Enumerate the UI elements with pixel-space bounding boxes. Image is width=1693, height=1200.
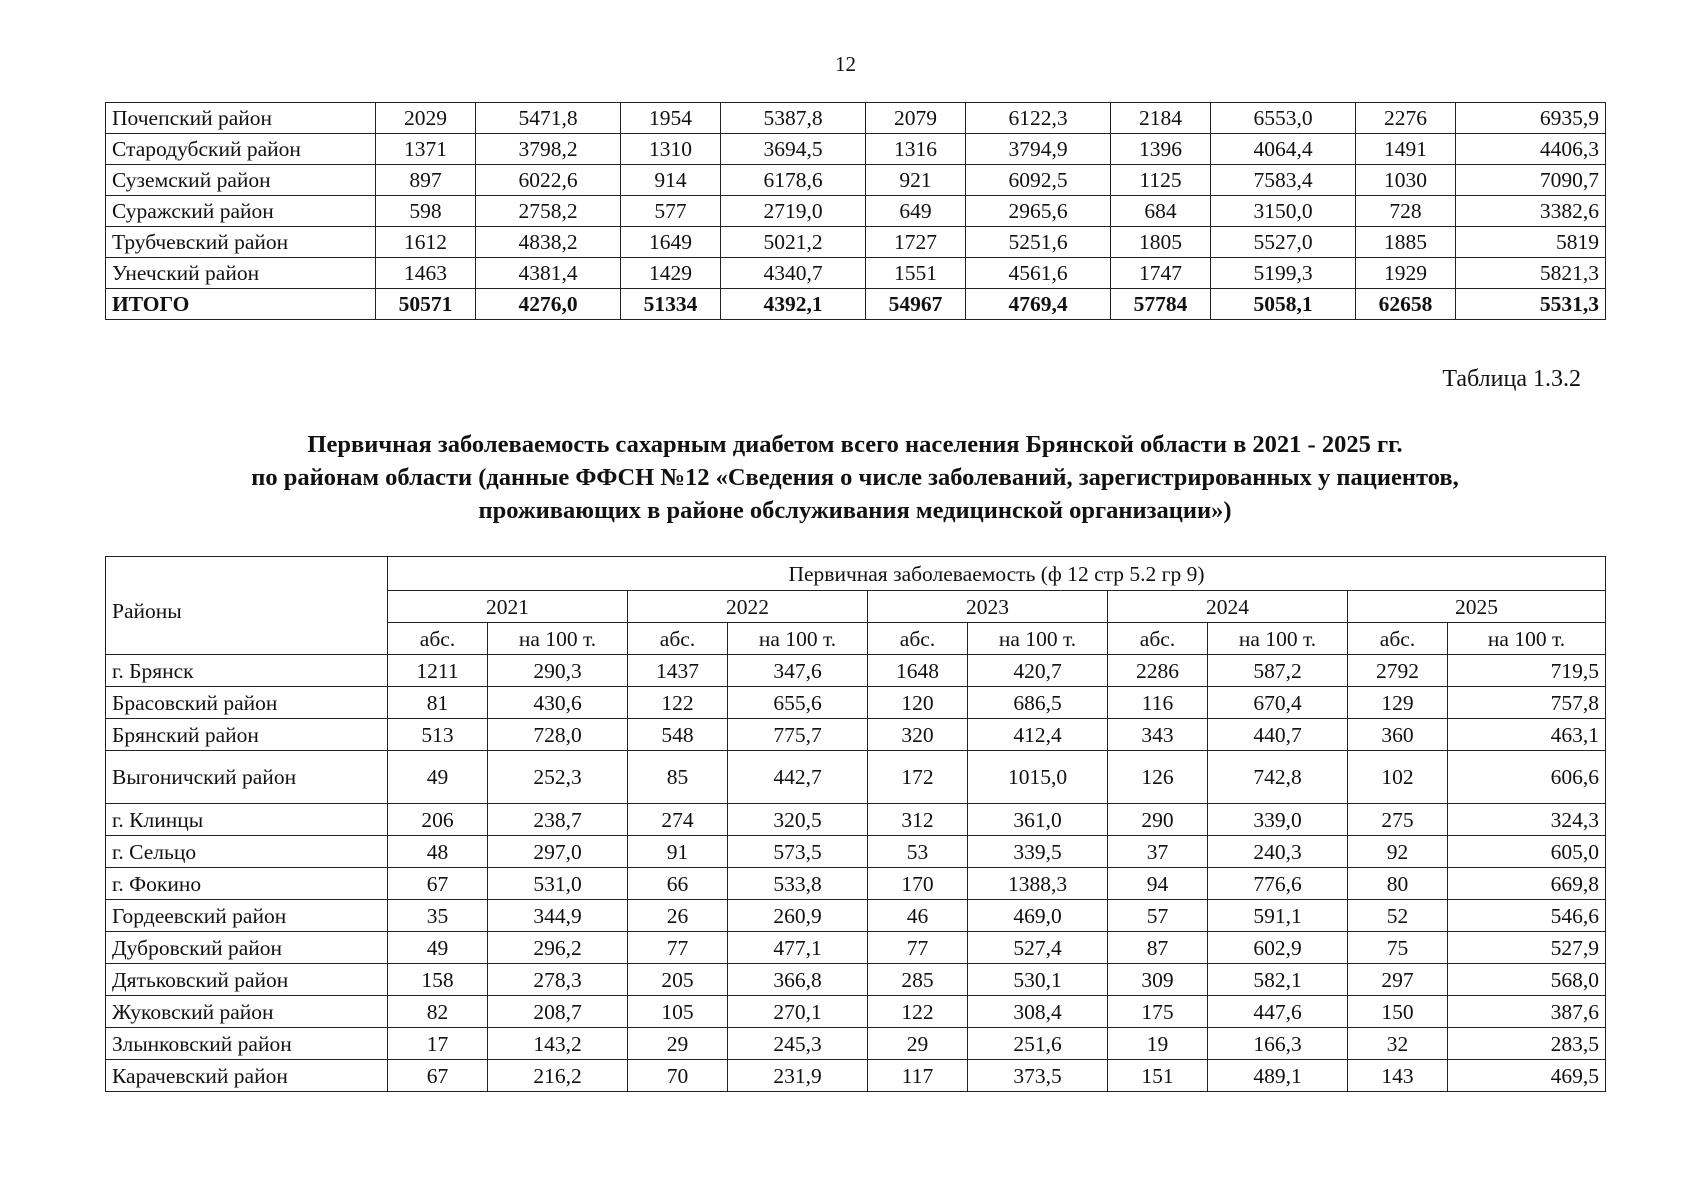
district-name: Карачевский район bbox=[106, 1060, 388, 1092]
rate-value: 469,0 bbox=[968, 900, 1108, 932]
rate-value: 6122,3 bbox=[966, 103, 1111, 134]
abs-value: 897 bbox=[376, 165, 476, 196]
abs-value: 151 bbox=[1108, 1060, 1208, 1092]
abs-header: абс. bbox=[1348, 623, 1448, 655]
abs-value: 1211 bbox=[388, 655, 488, 687]
district-name: Гордеевский район bbox=[106, 900, 388, 932]
rate-value: 573,5 bbox=[728, 836, 868, 868]
district-name: г. Клинцы bbox=[106, 804, 388, 836]
abs-value: 49 bbox=[388, 751, 488, 804]
district-name: Брасовский район bbox=[106, 687, 388, 719]
table-row bbox=[106, 165, 1606, 196]
rate-value: 4392,1 bbox=[721, 289, 866, 320]
rate-value: 297,0 bbox=[488, 836, 628, 868]
rate-value: 252,3 bbox=[488, 751, 628, 804]
abs-value: 37 bbox=[1108, 836, 1208, 868]
abs-value: 1491 bbox=[1356, 134, 1456, 165]
abs-value: 82 bbox=[388, 996, 488, 1028]
abs-value: 1310 bbox=[621, 134, 721, 165]
rate-value: 320,5 bbox=[728, 804, 868, 836]
district-name: Злынковский район bbox=[106, 1028, 388, 1060]
rate-value: 208,7 bbox=[488, 996, 628, 1028]
rate-value: 1388,3 bbox=[968, 868, 1108, 900]
abs-value: 26 bbox=[628, 900, 728, 932]
rate-value: 238,7 bbox=[488, 804, 628, 836]
abs-value: 2029 bbox=[376, 103, 476, 134]
year-header: 2025 bbox=[1348, 591, 1606, 623]
abs-value: 70 bbox=[628, 1060, 728, 1092]
rate-header: на 100 т. bbox=[1208, 623, 1348, 655]
rate-value: 290,3 bbox=[488, 655, 628, 687]
table-row bbox=[106, 103, 1606, 134]
abs-value: 1030 bbox=[1356, 165, 1456, 196]
rate-value: 4406,3 bbox=[1456, 134, 1606, 165]
rate-value: 366,8 bbox=[728, 964, 868, 996]
table-row bbox=[106, 196, 1606, 227]
abs-value: 52 bbox=[1348, 900, 1448, 932]
abs-value: 275 bbox=[1348, 804, 1448, 836]
abs-value: 728 bbox=[1356, 196, 1456, 227]
abs-value: 66 bbox=[628, 868, 728, 900]
abs-value: 2276 bbox=[1356, 103, 1456, 134]
rate-value: 531,0 bbox=[488, 868, 628, 900]
table-row bbox=[106, 719, 1606, 751]
rate-value: 6022,6 bbox=[476, 165, 621, 196]
table-row bbox=[106, 289, 1606, 320]
abs-value: 116 bbox=[1108, 687, 1208, 719]
abs-value: 17 bbox=[388, 1028, 488, 1060]
district-name: г. Фокино bbox=[106, 868, 388, 900]
district-name: г. Сельцо bbox=[106, 836, 388, 868]
abs-value: 1437 bbox=[628, 655, 728, 687]
rate-value: 270,1 bbox=[728, 996, 868, 1028]
rate-header: на 100 т. bbox=[968, 623, 1108, 655]
abs-value: 158 bbox=[388, 964, 488, 996]
year-header: 2024 bbox=[1108, 591, 1348, 623]
table-row bbox=[106, 751, 1606, 804]
abs-value: 2079 bbox=[866, 103, 966, 134]
rate-value: 686,5 bbox=[968, 687, 1108, 719]
rate-value: 324,3 bbox=[1448, 804, 1606, 836]
table-row bbox=[106, 258, 1606, 289]
year-header: 2022 bbox=[628, 591, 868, 623]
abs-value: 343 bbox=[1108, 719, 1208, 751]
rate-value: 387,6 bbox=[1448, 996, 1606, 1028]
title-line: Первичная заболеваемость сахарным диабетом всего населения Брянской области в 2021 - 2025 гг. bbox=[307, 431, 1403, 458]
rate-value: 3794,9 bbox=[966, 134, 1111, 165]
rate-value: 719,5 bbox=[1448, 655, 1606, 687]
year-header: 2021 bbox=[388, 591, 628, 623]
rate-value: 339,0 bbox=[1208, 804, 1348, 836]
rate-value: 245,3 bbox=[728, 1028, 868, 1060]
abs-value: 172 bbox=[868, 751, 968, 804]
abs-value: 81 bbox=[388, 687, 488, 719]
rate-value: 4340,7 bbox=[721, 258, 866, 289]
rate-value: 361,0 bbox=[968, 804, 1108, 836]
abs-value: 1612 bbox=[376, 227, 476, 258]
rate-value: 347,6 bbox=[728, 655, 868, 687]
abs-value: 1954 bbox=[621, 103, 721, 134]
abs-header: абс. bbox=[628, 623, 728, 655]
abs-value: 105 bbox=[628, 996, 728, 1028]
table-row bbox=[106, 996, 1606, 1028]
abs-value: 577 bbox=[621, 196, 721, 227]
abs-value: 32 bbox=[1348, 1028, 1448, 1060]
rate-value: 4769,4 bbox=[966, 289, 1111, 320]
rate-value: 5531,3 bbox=[1456, 289, 1606, 320]
abs-value: 206 bbox=[388, 804, 488, 836]
abs-value: 312 bbox=[868, 804, 968, 836]
rate-header: на 100 т. bbox=[1448, 623, 1606, 655]
rate-value: 5021,2 bbox=[721, 227, 866, 258]
abs-value: 92 bbox=[1348, 836, 1448, 868]
rate-value: 477,1 bbox=[728, 932, 868, 964]
table-row bbox=[106, 1028, 1606, 1060]
rate-value: 412,4 bbox=[968, 719, 1108, 751]
total-label: ИТОГО bbox=[106, 289, 376, 320]
rate-value: 283,5 bbox=[1448, 1028, 1606, 1060]
page-number: 12 bbox=[835, 52, 856, 76]
abs-value: 1371 bbox=[376, 134, 476, 165]
rate-value: 602,9 bbox=[1208, 932, 1348, 964]
rate-value: 463,1 bbox=[1448, 719, 1606, 751]
rate-value: 2719,0 bbox=[721, 196, 866, 227]
table-row bbox=[106, 227, 1606, 258]
table-row bbox=[106, 804, 1606, 836]
abs-value: 2286 bbox=[1108, 655, 1208, 687]
rate-value: 308,4 bbox=[968, 996, 1108, 1028]
abs-value: 57 bbox=[1108, 900, 1208, 932]
abs-value: 120 bbox=[868, 687, 968, 719]
abs-value: 1429 bbox=[621, 258, 721, 289]
title-line: проживающих в районе обслуживания медицинской организации») bbox=[478, 497, 1232, 524]
abs-value: 1396 bbox=[1111, 134, 1211, 165]
abs-value: 75 bbox=[1348, 932, 1448, 964]
rate-header: на 100 т. bbox=[488, 623, 628, 655]
abs-value: 274 bbox=[628, 804, 728, 836]
rate-value: 5199,3 bbox=[1211, 258, 1356, 289]
rate-value: 7090,7 bbox=[1456, 165, 1606, 196]
abs-value: 290 bbox=[1108, 804, 1208, 836]
abs-value: 46 bbox=[868, 900, 968, 932]
district-name: Суземский район bbox=[106, 165, 376, 196]
abs-value: 62658 bbox=[1356, 289, 1456, 320]
abs-value: 57784 bbox=[1111, 289, 1211, 320]
rate-value: 447,6 bbox=[1208, 996, 1348, 1028]
abs-value: 2184 bbox=[1111, 103, 1211, 134]
rate-value: 5819 bbox=[1456, 227, 1606, 258]
abs-value: 122 bbox=[868, 996, 968, 1028]
abs-value: 129 bbox=[1348, 687, 1448, 719]
rate-value: 2965,6 bbox=[966, 196, 1111, 227]
rate-value: 670,4 bbox=[1208, 687, 1348, 719]
district-name: Выгоничский район bbox=[106, 751, 388, 804]
abs-value: 914 bbox=[621, 165, 721, 196]
abs-value: 649 bbox=[866, 196, 966, 227]
rate-value: 742,8 bbox=[1208, 751, 1348, 804]
abs-value: 102 bbox=[1348, 751, 1448, 804]
title-line: по районам области (данные ФФСН №12 «Сведения о числе заболеваний, зарегистрированных у пациентов, bbox=[251, 464, 1459, 491]
rate-value: 143,2 bbox=[488, 1028, 628, 1060]
abs-value: 175 bbox=[1108, 996, 1208, 1028]
abs-value: 360 bbox=[1348, 719, 1448, 751]
rate-value: 166,3 bbox=[1208, 1028, 1348, 1060]
rate-value: 568,0 bbox=[1448, 964, 1606, 996]
district-name: Жуковский район bbox=[106, 996, 388, 1028]
abs-value: 85 bbox=[628, 751, 728, 804]
abs-value: 285 bbox=[868, 964, 968, 996]
abs-value: 1727 bbox=[866, 227, 966, 258]
abs-value: 320 bbox=[868, 719, 968, 751]
abs-value: 921 bbox=[866, 165, 966, 196]
abs-value: 170 bbox=[868, 868, 968, 900]
abs-value: 53 bbox=[868, 836, 968, 868]
rate-value: 251,6 bbox=[968, 1028, 1108, 1060]
abs-value: 143 bbox=[1348, 1060, 1448, 1092]
abs-value: 91 bbox=[628, 836, 728, 868]
district-name: г. Брянск bbox=[106, 655, 388, 687]
rate-value: 6553,0 bbox=[1211, 103, 1356, 134]
abs-value: 77 bbox=[868, 932, 968, 964]
table-row bbox=[106, 655, 1606, 687]
abs-value: 1463 bbox=[376, 258, 476, 289]
district-name: Стародубский район bbox=[106, 134, 376, 165]
rate-value: 260,9 bbox=[728, 900, 868, 932]
rate-value: 5251,6 bbox=[966, 227, 1111, 258]
rate-value: 757,8 bbox=[1448, 687, 1606, 719]
rate-value: 489,1 bbox=[1208, 1060, 1348, 1092]
rate-value: 442,7 bbox=[728, 751, 868, 804]
table-row bbox=[106, 836, 1606, 868]
district-name: Суражский район bbox=[106, 196, 376, 227]
rate-value: 546,6 bbox=[1448, 900, 1606, 932]
abs-value: 67 bbox=[388, 868, 488, 900]
abs-value: 513 bbox=[388, 719, 488, 751]
rate-value: 606,6 bbox=[1448, 751, 1606, 804]
rate-value: 5387,8 bbox=[721, 103, 866, 134]
abs-value: 122 bbox=[628, 687, 728, 719]
abs-value: 684 bbox=[1111, 196, 1211, 227]
rate-value: 3150,0 bbox=[1211, 196, 1356, 227]
abs-value: 1885 bbox=[1356, 227, 1456, 258]
rate-value: 4838,2 bbox=[476, 227, 621, 258]
abs-value: 77 bbox=[628, 932, 728, 964]
rate-value: 5058,1 bbox=[1211, 289, 1356, 320]
districts-header: Районы bbox=[106, 557, 388, 655]
abs-value: 1747 bbox=[1111, 258, 1211, 289]
abs-value: 598 bbox=[376, 196, 476, 227]
rate-value: 775,7 bbox=[728, 719, 868, 751]
table-row bbox=[106, 868, 1606, 900]
rate-value: 430,6 bbox=[488, 687, 628, 719]
rate-value: 605,0 bbox=[1448, 836, 1606, 868]
rate-value: 4276,0 bbox=[476, 289, 621, 320]
rate-value: 3798,2 bbox=[476, 134, 621, 165]
rate-value: 591,1 bbox=[1208, 900, 1348, 932]
rate-value: 3694,5 bbox=[721, 134, 866, 165]
rate-value: 6935,9 bbox=[1456, 103, 1606, 134]
abs-value: 309 bbox=[1108, 964, 1208, 996]
rate-value: 344,9 bbox=[488, 900, 628, 932]
incidence-table bbox=[105, 556, 1606, 1092]
abs-value: 54967 bbox=[866, 289, 966, 320]
abs-value: 51334 bbox=[621, 289, 721, 320]
abs-value: 1316 bbox=[866, 134, 966, 165]
rate-value: 728,0 bbox=[488, 719, 628, 751]
rate-value: 4561,6 bbox=[966, 258, 1111, 289]
rate-value: 3382,6 bbox=[1456, 196, 1606, 227]
abs-value: 67 bbox=[388, 1060, 488, 1092]
rate-value: 296,2 bbox=[488, 932, 628, 964]
abs-value: 1649 bbox=[621, 227, 721, 258]
rate-value: 527,4 bbox=[968, 932, 1108, 964]
rate-value: 278,3 bbox=[488, 964, 628, 996]
abs-value: 50571 bbox=[376, 289, 476, 320]
table-row bbox=[106, 932, 1606, 964]
table-row bbox=[106, 900, 1606, 932]
district-name: Унечский район bbox=[106, 258, 376, 289]
rate-value: 655,6 bbox=[728, 687, 868, 719]
table-continuation bbox=[105, 102, 1606, 320]
rate-value: 5821,3 bbox=[1456, 258, 1606, 289]
year-header: 2023 bbox=[868, 591, 1108, 623]
abs-value: 87 bbox=[1108, 932, 1208, 964]
rate-value: 776,6 bbox=[1208, 868, 1348, 900]
table-row bbox=[106, 964, 1606, 996]
rate-value: 4064,4 bbox=[1211, 134, 1356, 165]
rate-value: 669,8 bbox=[1448, 868, 1606, 900]
abs-value: 2792 bbox=[1348, 655, 1448, 687]
rate-value: 5471,8 bbox=[476, 103, 621, 134]
group-header: Первичная заболеваемость (ф 12 стр 5.2 гр 9) bbox=[388, 557, 1606, 591]
rate-value: 4381,4 bbox=[476, 258, 621, 289]
rate-value: 373,5 bbox=[968, 1060, 1108, 1092]
abs-value: 49 bbox=[388, 932, 488, 964]
rate-value: 240,3 bbox=[1208, 836, 1348, 868]
rate-value: 533,8 bbox=[728, 868, 868, 900]
rate-value: 582,1 bbox=[1208, 964, 1348, 996]
rate-value: 231,9 bbox=[728, 1060, 868, 1092]
abs-value: 205 bbox=[628, 964, 728, 996]
table-row bbox=[106, 687, 1606, 719]
district-name: Почепский район bbox=[106, 103, 376, 134]
abs-value: 126 bbox=[1108, 751, 1208, 804]
abs-value: 297 bbox=[1348, 964, 1448, 996]
abs-value: 19 bbox=[1108, 1028, 1208, 1060]
table-label: Таблица 1.3.2 bbox=[1442, 366, 1581, 392]
rate-value: 527,9 bbox=[1448, 932, 1606, 964]
abs-value: 35 bbox=[388, 900, 488, 932]
rate-value: 6092,5 bbox=[966, 165, 1111, 196]
rate-header: на 100 т. bbox=[728, 623, 868, 655]
abs-header: абс. bbox=[868, 623, 968, 655]
district-name: Дятьковский район bbox=[106, 964, 388, 996]
abs-value: 1648 bbox=[868, 655, 968, 687]
abs-value: 48 bbox=[388, 836, 488, 868]
abs-header: абс. bbox=[1108, 623, 1208, 655]
rate-value: 2758,2 bbox=[476, 196, 621, 227]
abs-value: 1805 bbox=[1111, 227, 1211, 258]
rate-value: 5527,0 bbox=[1211, 227, 1356, 258]
abs-value: 29 bbox=[868, 1028, 968, 1060]
rate-value: 339,5 bbox=[968, 836, 1108, 868]
table-row bbox=[106, 134, 1606, 165]
abs-value: 117 bbox=[868, 1060, 968, 1092]
rate-value: 6178,6 bbox=[721, 165, 866, 196]
rate-value: 530,1 bbox=[968, 964, 1108, 996]
rate-value: 440,7 bbox=[1208, 719, 1348, 751]
abs-header: абс. bbox=[388, 623, 488, 655]
abs-value: 29 bbox=[628, 1028, 728, 1060]
abs-value: 1125 bbox=[1111, 165, 1211, 196]
abs-value: 94 bbox=[1108, 868, 1208, 900]
rate-value: 587,2 bbox=[1208, 655, 1348, 687]
rate-value: 420,7 bbox=[968, 655, 1108, 687]
abs-value: 548 bbox=[628, 719, 728, 751]
district-name: Дубровский район bbox=[106, 932, 388, 964]
rate-value: 216,2 bbox=[488, 1060, 628, 1092]
rate-value: 7583,4 bbox=[1211, 165, 1356, 196]
abs-value: 1929 bbox=[1356, 258, 1456, 289]
district-name: Брянский район bbox=[106, 719, 388, 751]
table-title bbox=[100, 428, 1610, 527]
rate-value: 1015,0 bbox=[968, 751, 1108, 804]
abs-value: 1551 bbox=[866, 258, 966, 289]
abs-value: 150 bbox=[1348, 996, 1448, 1028]
district-name: Трубчевский район bbox=[106, 227, 376, 258]
rate-value: 469,5 bbox=[1448, 1060, 1606, 1092]
abs-value: 80 bbox=[1348, 868, 1448, 900]
table-row bbox=[106, 1060, 1606, 1092]
